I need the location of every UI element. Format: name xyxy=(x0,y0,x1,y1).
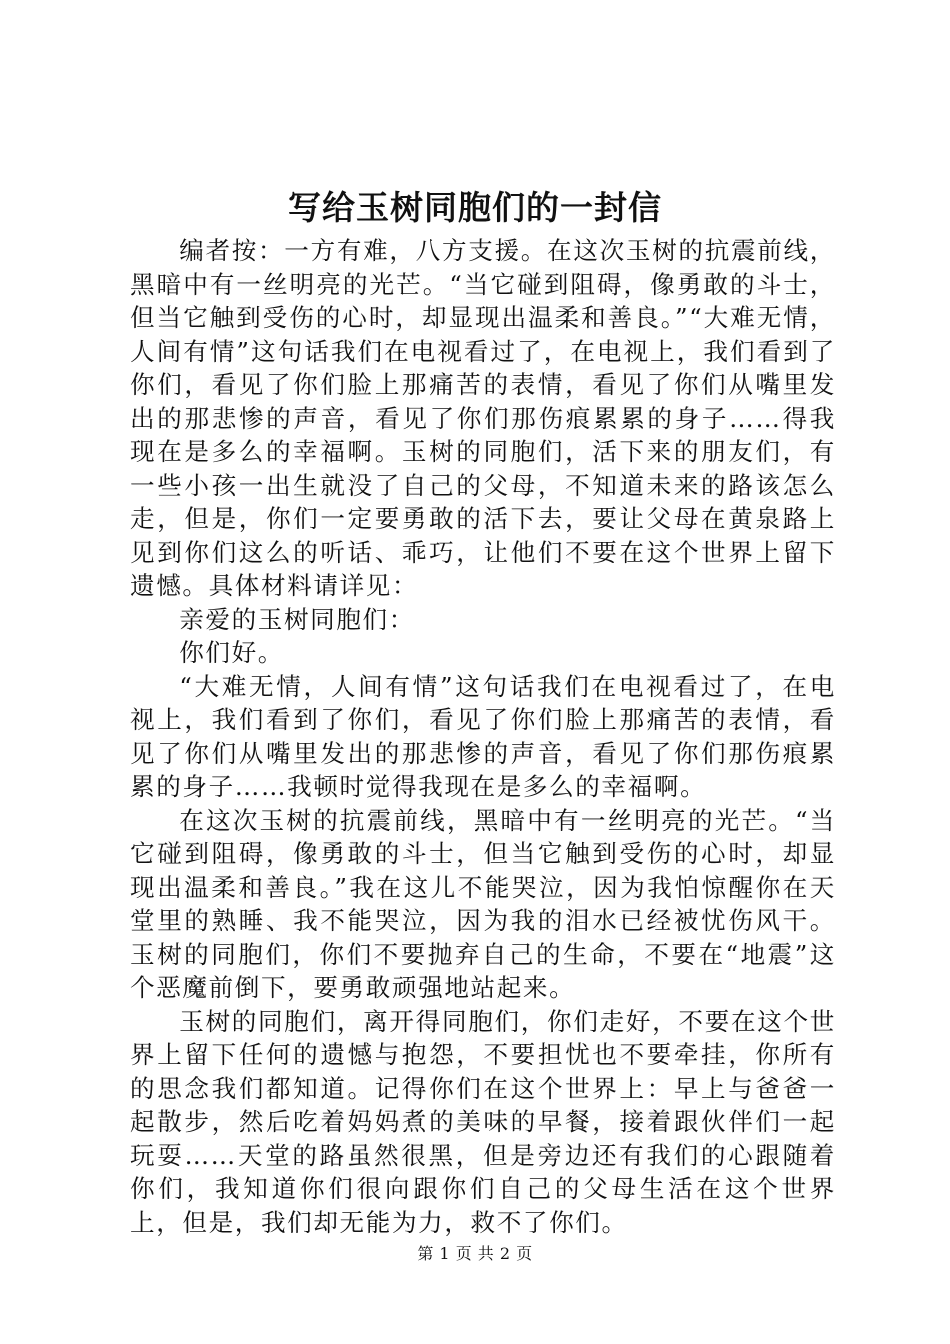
document-body xyxy=(130,234,836,1239)
editor-note-paragraph: 编者按：一方有难，八方支援。在这次玉树的抗震前线，黑暗中有一丝明亮的光芒。“当它碰到阻碍，像勇敢的斗士，但当它触到受伤的心时，却显现出温柔和善良。”“大难无情，人间有情”这句话我们在电视看过了，在电视上，我们看到了你们，看见了你们脸上那痛苦的表情，看见了你们从嘴里发出的那悲惨的声音，看见了你们那伤痕累累的身子……得我现在是多么的幸福啊。玉树的同胞们，活下来的朋友们，有一些小孩一出生就没了自己的父母，不知道未来的路该怎么走，但是，你们一定要勇敢的活下去，要让父母在黄泉路上见到你们这么的听话、乖巧，让他们不要在这个世界上留下遗憾。具体材料请详见： xyxy=(130,236,836,600)
document-title: 写给玉树同胞们的一封信 xyxy=(288,188,662,227)
salutation: 亲爱的玉树同胞们： xyxy=(179,604,415,634)
greeting: 你们好。 xyxy=(179,638,284,667)
body-paragraph: 玉树的同胞们，离开得同胞们，你们走好，不要在这个世界上留下任何的遗憾与抱怨，不要担忧也不要牵挂，你所有的思念我们都知道。记得你们在这个世界上：早上与爸爸一起散步，然后吃着妈妈煮的美味的早餐，接着跟伙伴们一起玩耍……天堂的路虽然很黑，但是旁边还有我们的心跟随着你们，我知道你们很向跟你们自己的父母生活在这个世界上，但是，我们却无能为力，救不了你们。 xyxy=(130,1006,836,1237)
page-footer: 第 1 页 共 2 页 xyxy=(417,1244,533,1263)
body-paragraph: “大难无情，人间有情”这句话我们在电视看过了，在电视上，我们看到了你们，看见了你们脸上那痛苦的表情，看见了你们从嘴里发出的那悲惨的声音，看见了你们那伤痕累累的身子……我顿时觉得我现在是多么的幸福啊。 xyxy=(130,671,836,801)
body-paragraph: 在这次玉树的抗震前线，黑暗中有一丝明亮的光芒。“当它碰到阻碍，像勇敢的斗士，但当它触到受伤的心时，却显现出温柔和善良。”我在这儿不能哭泣，因为我怕惊醒你在天堂里的熟睡、我不能哭泣，因为我的泪水已经被忧伤风干。玉树的同胞们，你们不要抛弃自己的生命，不要在“地震”这个恶魔前倒下，要勇敢顽强地站起来。 xyxy=(130,805,836,1002)
